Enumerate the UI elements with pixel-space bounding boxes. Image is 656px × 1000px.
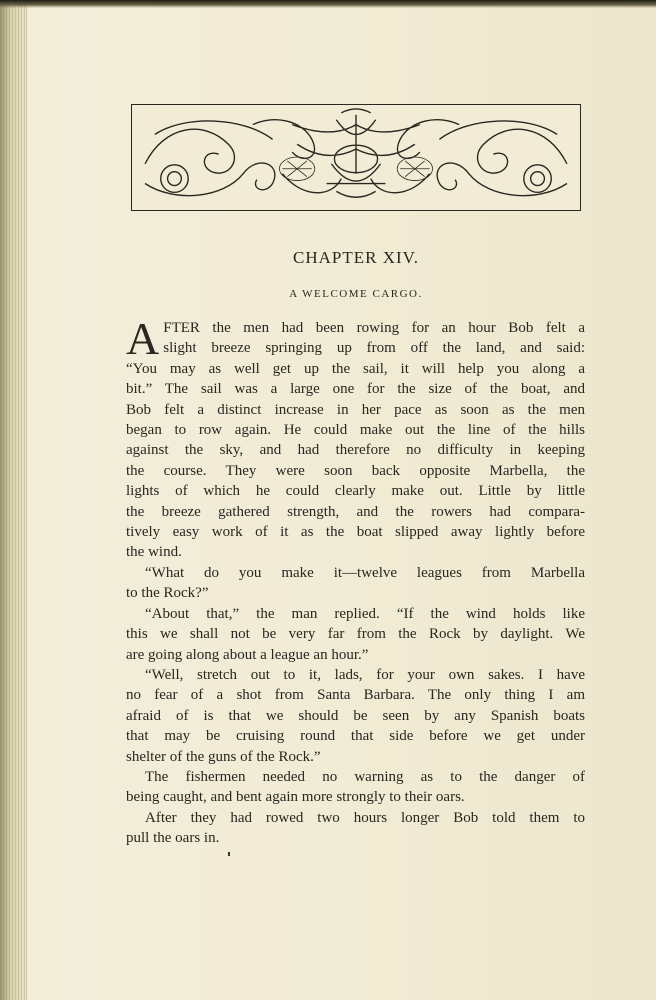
text-line: are going along about a league an hour.”	[126, 646, 369, 663]
text-line: “About that,” the man replied. “If the wind holds like	[145, 605, 585, 622]
book-binding	[0, 0, 27, 1000]
drop-cap: A	[126, 313, 160, 364]
text-line: Bob felt a distinct increase in her pace as soon as the men	[126, 401, 585, 418]
paragraph	[126, 313, 585, 563]
chapter-body	[126, 313, 585, 849]
scroll-ornament-icon	[131, 104, 581, 211]
paragraph	[126, 665, 585, 767]
chapter-subtitle: A WELCOME CARGO.	[289, 288, 423, 300]
paragraph	[126, 767, 585, 808]
text-line: The fishermen needed no warning as to the danger of	[145, 768, 585, 785]
text-line: began to row again. He could make out the line of the hills	[126, 422, 585, 439]
ink-speck	[228, 852, 230, 856]
chapter-title: CHAPTER XIV.	[293, 248, 419, 267]
paragraph	[126, 808, 585, 849]
text-line: “Well, stretch out to it, lads, for your own sakes. I have	[145, 666, 585, 683]
text-line: no fear of a shot from Santa Barbara. The only thing I am	[126, 687, 585, 704]
text-line: After they had rowed two hours longer Bob told them to	[145, 809, 585, 826]
text-line: tively easy work of it as the boat slipped away lightly before	[126, 524, 585, 541]
text-line: “What do you make it—twelve leagues from Marbella	[145, 564, 585, 581]
text-line: the wind.	[126, 544, 182, 561]
text-line: bit.” The sail was a large one for the size of the boat, and	[126, 381, 585, 398]
paragraph	[126, 563, 585, 604]
page-top-edge	[0, 0, 656, 8]
text-line: the course. They were soon back opposite Marbella, the	[126, 462, 585, 479]
text-line: being caught, and bent again more strongly to their oars.	[126, 789, 465, 806]
text-line: FTER the men had been rowing for an hour Bob felt a	[163, 320, 585, 336]
text-line: to the Rock?”	[126, 585, 209, 602]
paragraph	[126, 604, 585, 665]
text-line: that may be cruising round that side before we get under	[126, 728, 585, 745]
text-line: against the sky, and had therefore no difficulty in keeping	[126, 442, 585, 459]
text-line: this we shall not be very far from the Rock by daylight. We	[126, 626, 585, 643]
text-line: pull the oars in.	[126, 830, 220, 847]
text-line: lights of which he could clearly make out. Little by little	[126, 483, 585, 500]
text-line: afraid of is that we should be seen by any Spanish boats	[126, 707, 585, 724]
text-line: the breeze gathered strength, and the rowers had compara-	[126, 503, 585, 520]
text-line: “You may as well get up the sail, it will help you along a	[126, 360, 585, 377]
text-line: slight breeze springing up from off the land, and said:	[163, 340, 585, 357]
text-line: shelter of the guns of the Rock.”	[126, 748, 321, 765]
